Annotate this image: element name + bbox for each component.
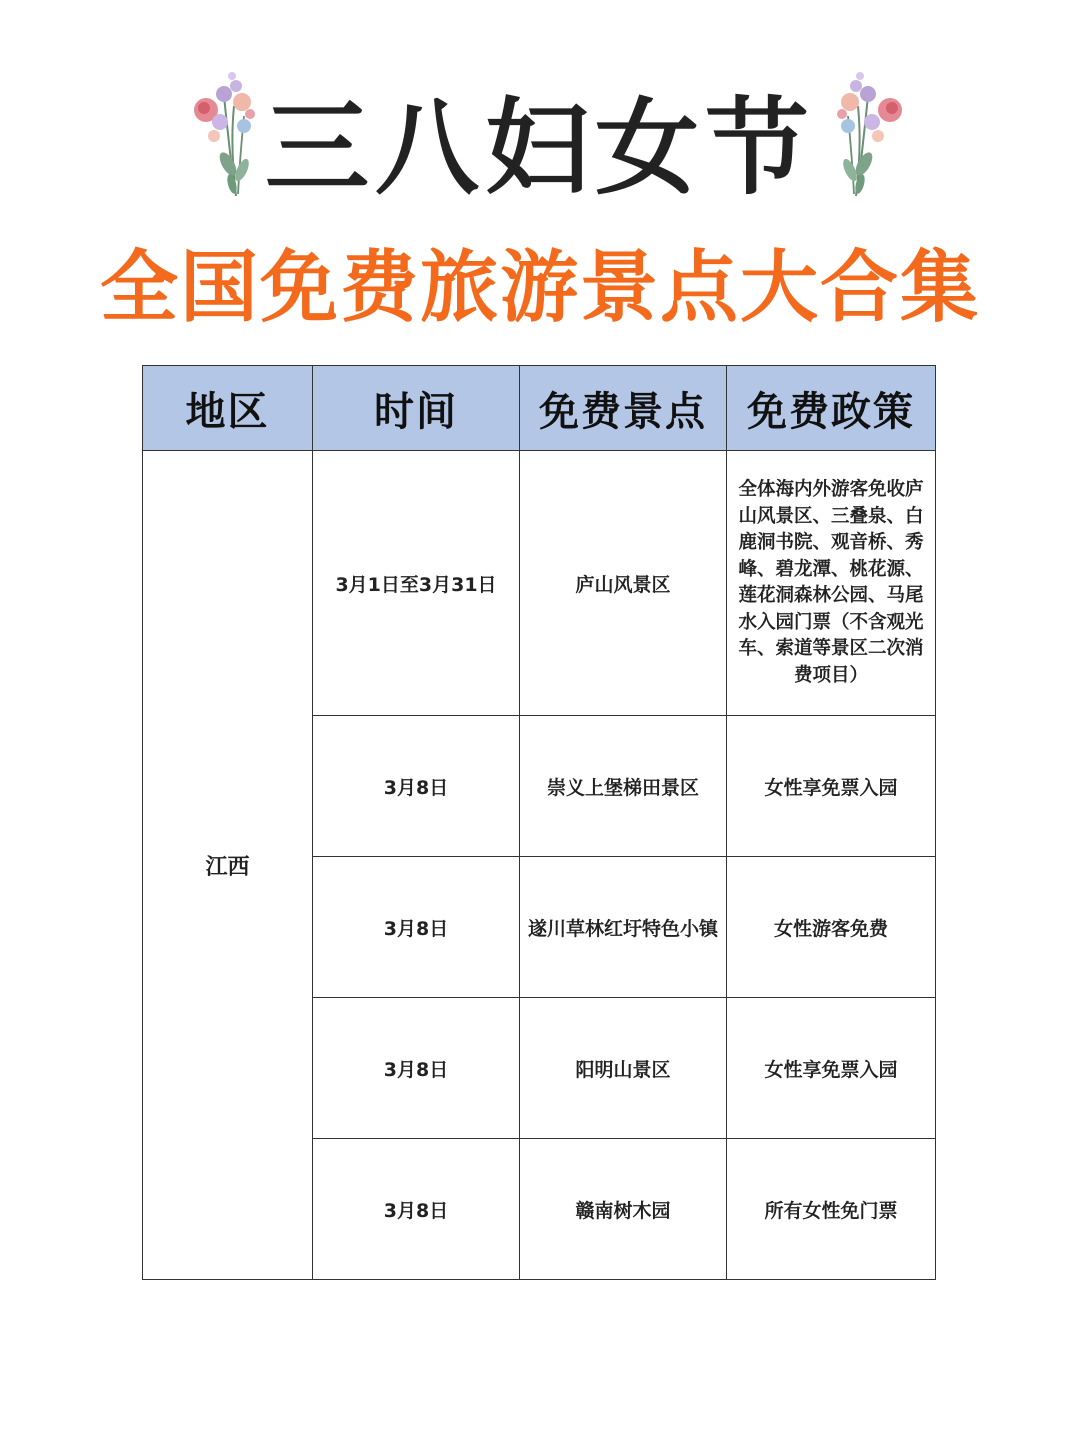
table-row xyxy=(143,451,936,716)
policy-cell: 女性游客免费 xyxy=(727,857,936,998)
time-cell: 3月8日 xyxy=(313,716,520,857)
spot-cell: 赣南树木园 xyxy=(520,1139,727,1280)
page-subtitle: 全国免费旅游景点大合集 xyxy=(99,243,980,333)
region-cell: 江西 xyxy=(143,451,313,1280)
column-header-policy: 免费政策 xyxy=(727,366,936,451)
table-header-row xyxy=(143,366,936,451)
column-header-spot: 免费景点 xyxy=(520,366,727,451)
policy-cell: 女性享免票入园 xyxy=(727,716,936,857)
policy-cell: 女性享免票入园 xyxy=(727,998,936,1139)
time-cell: 3月8日 xyxy=(313,1139,520,1280)
policy-cell xyxy=(727,451,936,716)
column-header-time: 时间 xyxy=(313,366,520,451)
page-title: 三八妇女节 xyxy=(264,86,815,209)
policy-cell: 所有女性免门票 xyxy=(727,1139,936,1280)
attractions-table xyxy=(142,365,936,1280)
policy-text: 全体海内外游客免收庐山风景区、三叠泉、白鹿洞书院、观音桥、秀峰、碧龙潭、桃花源、莲花洞森林公园、马尾水入园门票（不含观光车、索道等景区二次消费项目） xyxy=(738,479,924,686)
spot-cell: 阳明山景区 xyxy=(520,998,727,1139)
time-cell: 3月1日至3月31日 xyxy=(313,451,520,716)
spot-cell: 庐山风景区 xyxy=(520,451,727,716)
time-cell: 3月8日 xyxy=(313,998,520,1139)
column-header-region: 地区 xyxy=(143,366,313,451)
spot-cell: 崇义上堡梯田景区 xyxy=(520,716,727,857)
spot-cell: 遂川草林红圩特色小镇 xyxy=(520,857,727,998)
time-cell: 3月8日 xyxy=(313,857,520,998)
